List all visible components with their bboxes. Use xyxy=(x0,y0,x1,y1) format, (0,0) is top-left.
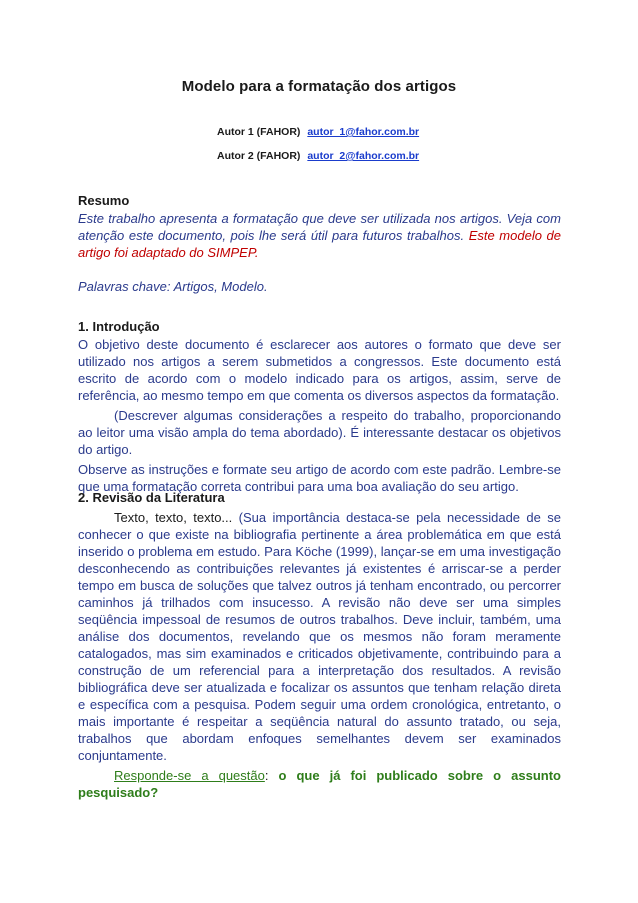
author-line-1 xyxy=(217,124,419,141)
abstract-section xyxy=(78,192,561,295)
section-introduction xyxy=(78,318,561,495)
question-colon: : xyxy=(264,768,279,783)
author-email-link[interactable]: autor_1@fahor.com.br xyxy=(307,126,420,138)
author-email-link[interactable]: autor_2@fahor.com.br xyxy=(307,150,420,162)
paragraph: Observe as instruções e formate seu artigo de acordo com este padrão. Lembre-se que uma formatação correta contribui para uma boa avaliação do seu artigo. xyxy=(78,462,561,494)
paragraph xyxy=(78,509,561,764)
abstract-text-main: Este trabalho apresenta a formatação que deve ser utilizada nos artigos. Veja com atenção este documento, pois lhe será útil para futuros trabalhos. xyxy=(78,211,561,243)
paragraph-lead: Texto, texto, texto... xyxy=(114,510,233,525)
author-line-2 xyxy=(217,148,419,165)
paragraph: O objetivo deste documento é esclarecer aos autores o formato que deve ser utilizado nos artigos a serem submetidos a congressos. Este documento está escrito de acordo com o modelo indicado para os artigos, assim, serve de referência, ao mesmo tempo em que comenta os diversos aspectos da formatação. xyxy=(78,337,561,403)
section-heading: 2. Revisão da Literatura xyxy=(78,490,225,505)
document-title: Modelo para a formatação dos artigos xyxy=(181,78,457,95)
question-lead: Responde-se a questão xyxy=(114,768,265,783)
abstract-text xyxy=(78,210,561,261)
section-heading: 1. Introdução xyxy=(78,319,160,334)
author-name: Autor 2 (FAHOR) xyxy=(217,150,301,162)
paragraph xyxy=(78,767,561,801)
abstract-text-note: Este modelo de artigo foi adaptado do SIMPEP. xyxy=(78,228,561,260)
paragraph-body: (Sua importância destaca-se pela necessidade de se conhecer o que existe na bibliografia pertinente a área problemática em que está inserido o problema em estudo. Para Köche (1999), lançar-se em uma investigação desconhecendo as contribuições relevantes já existentes é arriscar-se a perder tempo em busca de soluções que talvez outros já tenham encontrado, ou percorrer caminhos já trilhados com insucesso. A revisão não deve ser uma simples seqüência impessoal de resumos de outros trabalhos. Deve incluir, também, uma análise dos documentos, revelando que os mesmos não foram meramente catalogados, mas sim examinados e criticados objetivamente, contribuindo para a construção de um referencial para a interpretação dos resultados. A revisão bibliográfica deve ser atualizada e focalizar os assuntos que tenham relação direta e específica com a pesquisa. Podem seguir uma ordem cronológica, entretanto, o mais importante é respeitar a seqüência natural do assunto tratado, ou seja, trabalhos que abordam enfoques semelhantes devem ser examinados conjuntamente. xyxy=(78,510,561,763)
author-name: Autor 1 (FAHOR) xyxy=(217,126,301,138)
abstract-heading: Resumo xyxy=(78,193,130,208)
paragraph: (Descrever algumas considerações a respeito do trabalho, proporcionando ao leitor uma visão ampla do tema abordado). É interessante destacar os objetivos do artigo. xyxy=(78,408,561,457)
keywords: Palavras chave: Artigos, Modelo. xyxy=(78,279,268,294)
section-literature-review xyxy=(78,489,561,801)
question-text: o que já foi publicado sobre o assunto pesquisado? xyxy=(78,768,561,800)
